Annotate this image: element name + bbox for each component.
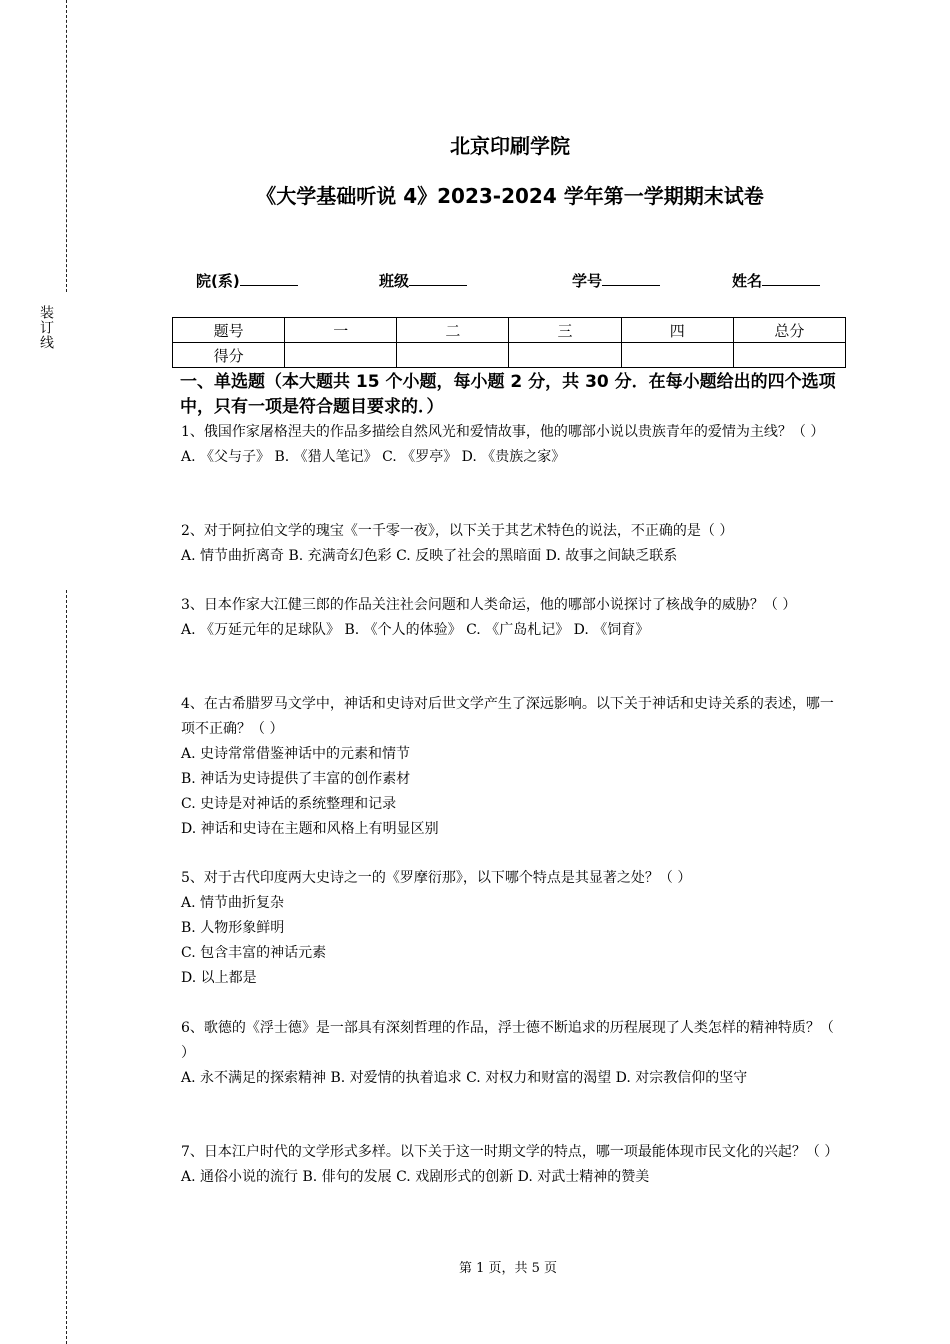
school-name: 北京印刷学院 xyxy=(450,134,570,158)
field-student-id[interactable] xyxy=(572,270,660,291)
question-option: B. 人物形象鲜明 xyxy=(181,920,285,936)
question-options: A. 《万延元年的足球队》 B. 《个人的体验》 C. 《广岛札记》 D. 《饲育》 xyxy=(181,622,650,638)
field-student-id-label: 学号 xyxy=(572,272,603,290)
score-cell[interactable] xyxy=(509,343,621,368)
score-table xyxy=(172,317,846,368)
question-option: A. 情节曲折复杂 xyxy=(181,895,285,911)
field-name-blank[interactable] xyxy=(762,271,820,286)
question-option: A. 史诗常常借鉴神话中的元素和情节 xyxy=(181,746,411,762)
question-5 xyxy=(181,866,841,991)
question-1 xyxy=(181,420,841,470)
question-stem: 5、对于古代印度两大史诗之一的《罗摩衍那》，以下哪个特点是其显著之处？（ ） xyxy=(181,870,692,886)
question-options: A. 永不满足的探索精神 B. 对爱情的执着追求 C. 对权力和财富的渴望 D. 对宗教信仰的坚守 xyxy=(181,1070,748,1086)
score-cell[interactable] xyxy=(285,343,397,368)
binding-label: 装订线 xyxy=(38,305,54,350)
question-stem: 3、日本作家大江健三郎的作品关注社会问题和人类命运，他的哪部小说探讨了核战争的威胁？（ ） xyxy=(181,597,797,613)
question-stem: 6、歌德的《浮士德》是一部具有深刻哲理的作品，浮士德不断追求的历程展现了人类怎样的精神特质？（ ） xyxy=(181,1020,834,1061)
score-header-cell: 三 xyxy=(509,318,621,343)
question-3 xyxy=(181,593,841,643)
page-number: 第 1 页，共 5 页 xyxy=(458,1261,558,1276)
question-option: D. 以上都是 xyxy=(181,970,257,986)
question-4 xyxy=(181,692,841,842)
score-header-cell: 题号 xyxy=(173,318,285,343)
score-cell[interactable] xyxy=(733,343,845,368)
question-options: A. 情节曲折离奇 B. 充满奇幻色彩 C. 反映了社会的黑暗面 D. 故事之间缺乏联系 xyxy=(181,548,678,564)
binding-line-bottom xyxy=(66,590,67,1344)
field-name[interactable] xyxy=(732,270,820,291)
question-option: C. 包含丰富的神话元素 xyxy=(181,945,327,961)
field-class[interactable] xyxy=(379,270,467,291)
section-1-heading: 一、单选题（本大题共 15 个小题，每小题 2 分，共 30 分．在每小题给出的四个选项中，只有一项是符合题目要求的．） xyxy=(180,372,836,417)
field-student-id-blank[interactable] xyxy=(602,271,660,286)
score-table-score-row xyxy=(173,343,846,368)
question-2 xyxy=(181,519,841,569)
question-7 xyxy=(181,1140,841,1190)
field-class-blank[interactable] xyxy=(409,271,467,286)
field-department-label: 院(系) xyxy=(196,272,240,290)
field-name-label: 姓名 xyxy=(732,272,763,290)
score-header-cell: 总分 xyxy=(733,318,845,343)
exam-title: 《大学基础听说 4》2023-2024 学年第一学期期末试卷 xyxy=(256,184,764,208)
score-cell[interactable] xyxy=(397,343,509,368)
question-stem: 2、对于阿拉伯文学的瑰宝《一千零一夜》，以下关于其艺术特色的说法，不正确的是（ ） xyxy=(181,523,734,539)
question-6 xyxy=(181,1016,841,1091)
score-header-cell: 四 xyxy=(621,318,733,343)
question-option: D. 神话和史诗在主题和风格上有明显区别 xyxy=(181,821,439,837)
score-table-header-row xyxy=(173,318,846,343)
question-option: C. 史诗是对神话的系统整理和记录 xyxy=(181,796,397,812)
question-stem: 4、在古希腊罗马文学中，神话和史诗对后世文学产生了深远影响。以下关于神话和史诗关系的表述，哪一项不正确？（ ） xyxy=(181,696,834,737)
question-option: B. 神话为史诗提供了丰富的创作素材 xyxy=(181,771,411,787)
score-cell[interactable] xyxy=(621,343,733,368)
question-stem: 1、俄国作家屠格涅夫的作品多描绘自然风光和爱情故事，他的哪部小说以贵族青年的爱情为主线？（ ） xyxy=(181,424,825,440)
field-department-blank[interactable] xyxy=(240,271,298,286)
score-row-label: 得分 xyxy=(173,343,285,368)
score-header-cell: 二 xyxy=(397,318,509,343)
question-options: A. 《父与子》 B. 《猎人笔记》 C. 《罗亭》 D. 《贵族之家》 xyxy=(181,449,566,465)
field-department[interactable] xyxy=(196,270,298,291)
question-stem: 7、日本江户时代的文学形式多样。以下关于这一时期文学的特点，哪一项最能体现市民文化的兴起？（ ） xyxy=(181,1144,839,1160)
question-options: A. 通俗小说的流行 B. 俳句的发展 C. 戏剧形式的创新 D. 对武士精神的赞美 xyxy=(181,1169,650,1185)
score-header-cell: 一 xyxy=(285,318,397,343)
field-class-label: 班级 xyxy=(379,272,410,290)
